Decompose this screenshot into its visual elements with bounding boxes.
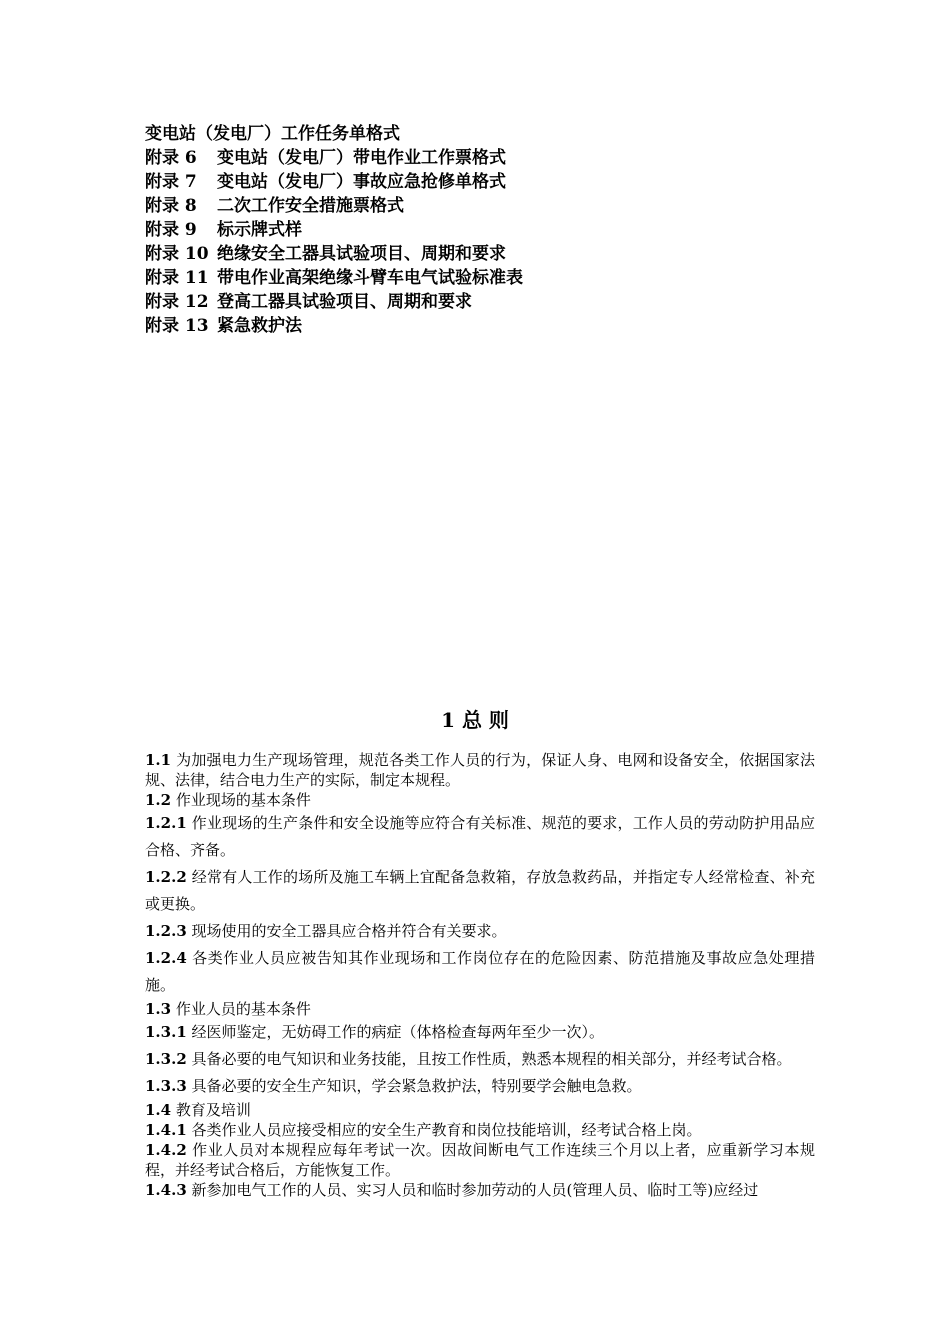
clause-number: 1.3.1 (145, 1023, 187, 1041)
appendix-item (145, 218, 825, 242)
clause-text: 为加强电力生产现场管理，规范各类工作人员的行为，保证人身、电网和设备安全，依据国家法规、法律，结合电力生产的实际，制定本规程。 (145, 751, 815, 789)
clause (145, 1019, 815, 1046)
clause-number: 1.2.1 (145, 814, 187, 832)
clause-number: 1.2 (145, 791, 172, 809)
appendix-number: 附录 11 (145, 268, 209, 288)
clause (145, 810, 815, 864)
clause-number: 1.3.2 (145, 1050, 187, 1068)
appendix-item (145, 194, 825, 218)
section-heading (145, 999, 815, 1019)
clause-number: 1.4.3 (145, 1181, 187, 1199)
clause-text: 教育及培训 (175, 1101, 251, 1119)
section-heading (145, 1100, 815, 1120)
clause-number: 1.1 (145, 751, 172, 769)
appendix-number: 附录 10 (145, 244, 209, 264)
clause-text: 各类作业人员应被告知其作业现场和工作岗位存在的危险因素、防范措施及事故应急处理措施。 (145, 949, 815, 994)
chapter-title: 1 总 则 (441, 708, 509, 732)
appendix-title: 登高工器具试验项目、周期和要求 (217, 292, 472, 312)
clause (145, 1046, 815, 1073)
appendix-list (145, 122, 825, 338)
clause (145, 1120, 815, 1140)
appendix-item (145, 170, 825, 194)
clause-number: 1.4.2 (145, 1141, 187, 1159)
clause-number: 1.4 (145, 1101, 172, 1119)
appendix-number: 附录 7 (145, 172, 197, 192)
clause-text: 作业现场的基本条件 (175, 791, 311, 809)
appendix-item (145, 290, 825, 314)
clause-text: 具备必要的电气知识和业务技能，且按工作性质，熟悉本规程的相关部分，并经考试合格。 (191, 1050, 792, 1068)
clause (145, 1140, 815, 1180)
clause (145, 864, 815, 918)
appendix-title: 二次工作安全措施票格式 (217, 196, 404, 216)
appendix-item (145, 122, 825, 146)
appendix-title: 绝缘安全工器具试验项目、周期和要求 (217, 244, 506, 264)
clause-number: 1.2.4 (145, 949, 187, 967)
clause-number: 1.3 (145, 1000, 172, 1018)
document-body (145, 750, 815, 1200)
appendix-title: 变电站（发电厂）带电作业工作票格式 (217, 148, 506, 168)
section-heading (145, 790, 815, 810)
clause (145, 750, 815, 790)
clause-text: 经常有人工作的场所及施工车辆上宜配备急救箱，存放急救药品，并指定专人经常检查、补充或更换。 (145, 868, 815, 913)
appendix-number: 附录 12 (145, 292, 209, 312)
clause-text: 作业人员的基本条件 (175, 1000, 311, 1018)
clause-text: 各类作业人员应接受相应的安全生产教育和岗位技能培训，经考试合格上岗。 (191, 1121, 702, 1139)
clause (145, 945, 815, 999)
appendix-item (145, 242, 825, 266)
appendix-number: 附录 8 (145, 196, 197, 216)
appendix-title: 变电站（发电厂）事故应急抢修单格式 (217, 172, 506, 192)
appendix-number: 附录 6 (145, 148, 197, 168)
clause (145, 918, 815, 945)
appendix-title: 带电作业高架绝缘斗臂车电气试验标准表 (217, 268, 523, 288)
clause-text: 新参加电气工作的人员、实习人员和临时参加劳动的人员(管理人员、临时工等)应经过 (191, 1181, 759, 1199)
appendix-item (145, 266, 825, 290)
appendix-title: 标示牌式样 (217, 220, 302, 240)
clause-text: 现场使用的安全工器具应合格并符合有关要求。 (191, 922, 507, 940)
clause-text: 作业人员对本规程应每年考试一次。因故间断电气工作连续三个月以上者，应重新学习本规程，并经考试合格后，方能恢复工作。 (145, 1141, 815, 1179)
appendix-title: 变电站（发电厂）工作任务单格式 (145, 124, 400, 144)
appendix-item (145, 314, 825, 338)
appendix-number: 附录 13 (145, 316, 209, 336)
clause-text: 经医师鉴定，无妨碍工作的病症（体格检查每两年至少一次）。 (191, 1023, 605, 1041)
clause-number: 1.2.2 (145, 868, 187, 886)
clause-text: 作业现场的生产条件和安全设施等应符合有关标准、规范的要求，工作人员的劳动防护用品应合格、齐备。 (145, 814, 815, 859)
clause-number: 1.2.3 (145, 922, 187, 940)
appendix-title: 紧急救护法 (217, 316, 302, 336)
clause (145, 1180, 815, 1200)
clause (145, 1073, 815, 1100)
appendix-number: 附录 9 (145, 220, 197, 240)
clause-text: 具备必要的安全生产知识，学会紧急救护法，特别要学会触电急救。 (191, 1077, 642, 1095)
appendix-item (145, 146, 825, 170)
clause-number: 1.4.1 (145, 1121, 187, 1139)
clause-number: 1.3.3 (145, 1077, 187, 1095)
